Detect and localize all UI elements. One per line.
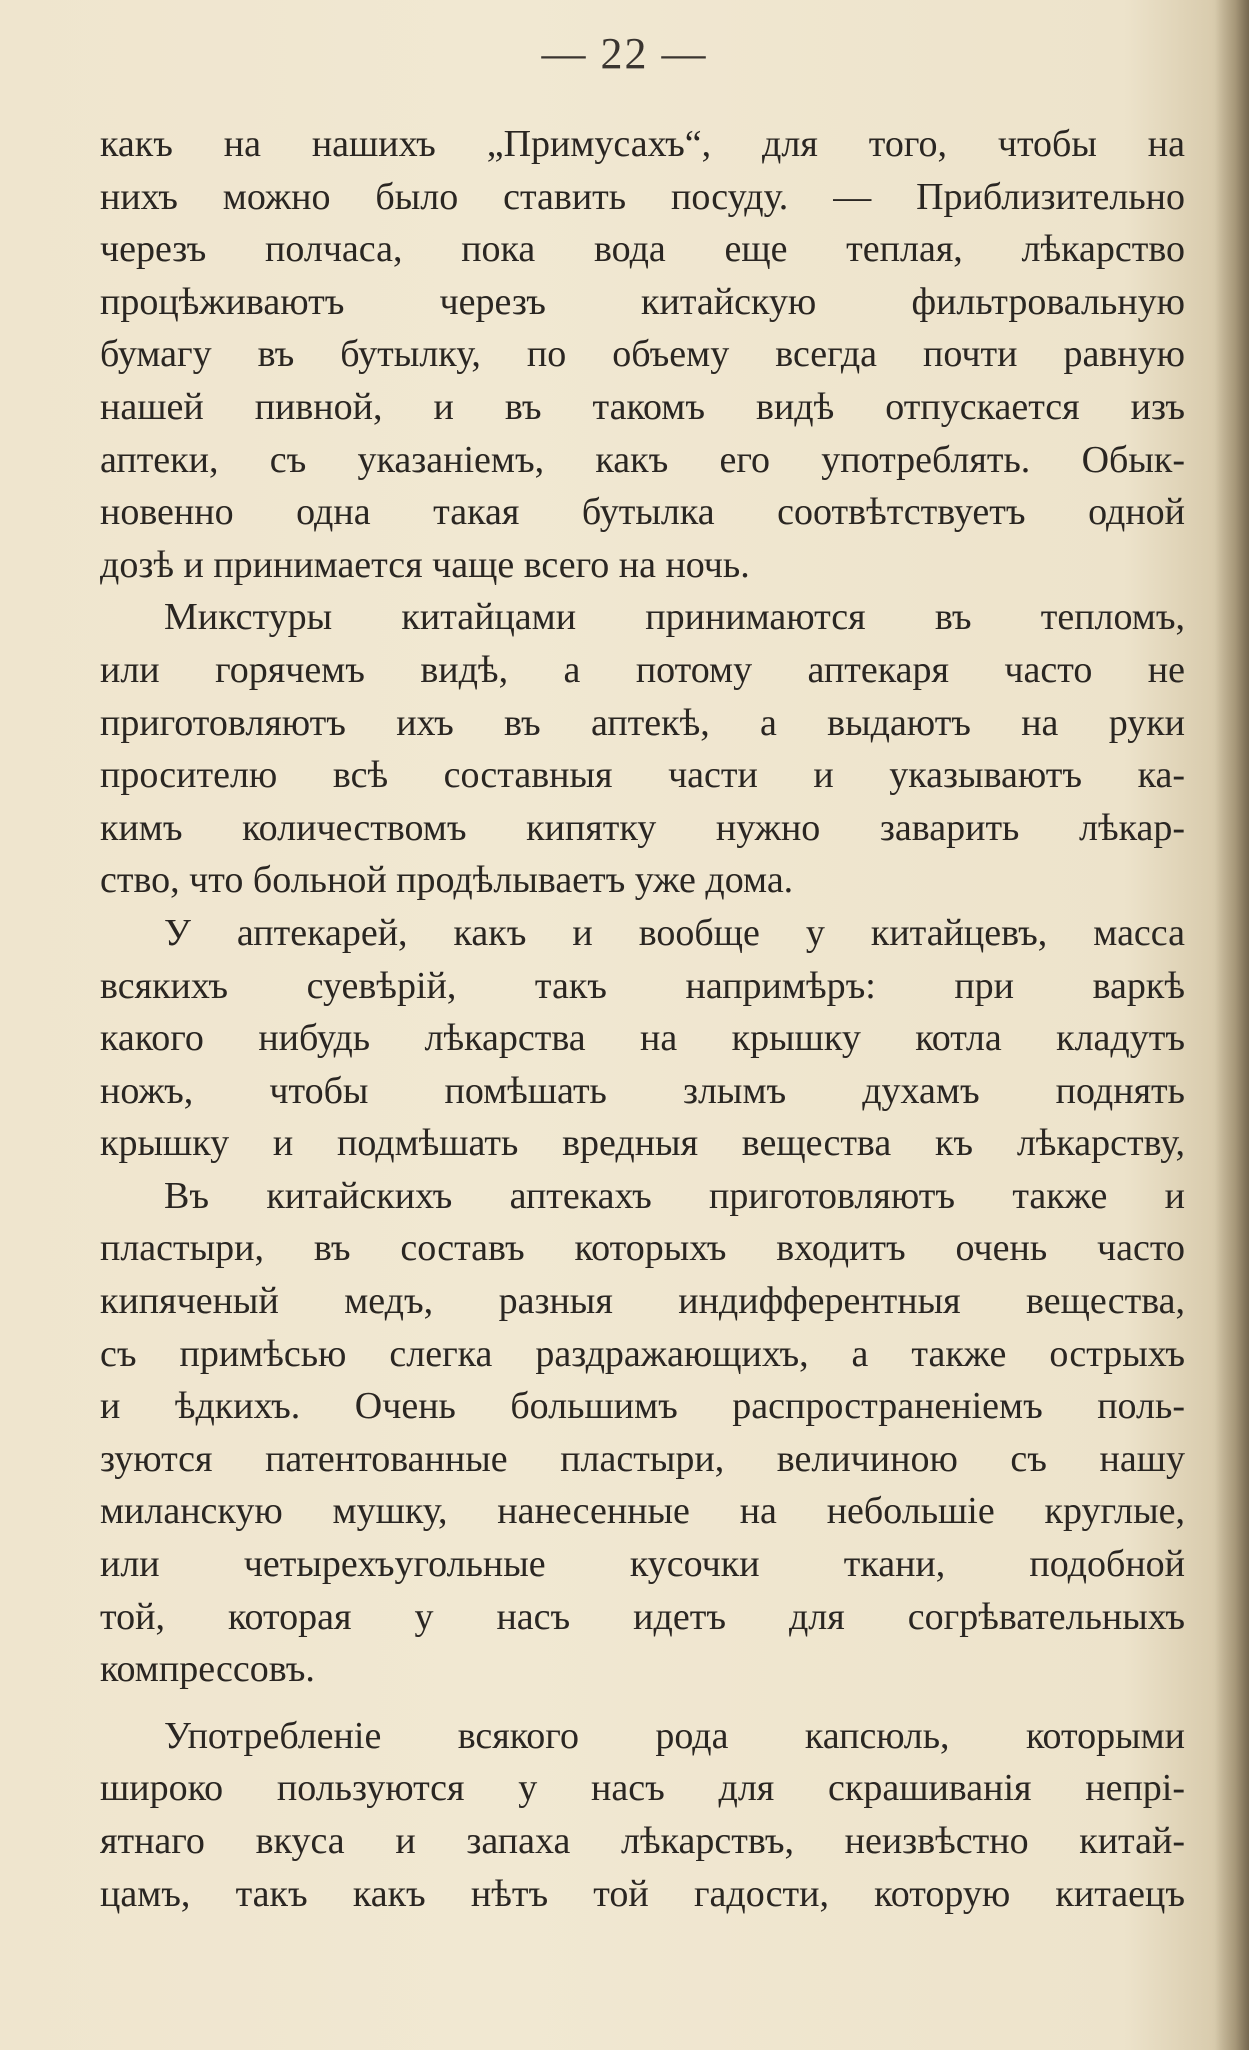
paragraph	[100, 1170, 1185, 1696]
text-line: процѣживаютъ черезъ китайскую фильтровальную	[100, 280, 1185, 323]
paragraph	[100, 1710, 1185, 1920]
text-line: приготовляютъ ихъ въ аптекѣ, а выдаютъ на руки	[100, 701, 1185, 744]
text-line: пластыри, въ составъ которыхъ входитъ очень часто	[100, 1227, 1185, 1270]
text-line: У аптекарей, какъ и вообще у китайцевъ, масса	[164, 911, 1185, 954]
text-line: съ примѣсью слегка раздражающихъ, а также острыхъ	[100, 1332, 1185, 1375]
text-line: Употребленіе всякого рода капсюль, которыми	[164, 1714, 1185, 1757]
paragraph-spacer	[100, 1696, 1185, 1710]
text-line: и ѣдкихъ. Очень большимъ распространеніемъ поль-	[100, 1385, 1185, 1428]
text-line: или четырехъугольные кусочки ткани, подобной	[100, 1543, 1185, 1586]
text-line: нашей пивной, и въ такомъ видѣ отпускается изъ	[100, 385, 1185, 428]
page-edge-shadow	[1215, 0, 1249, 2050]
text-line: аптеки, съ указаніемъ, какъ его употреблять. Обык-	[100, 438, 1185, 481]
text-line: компрессовъ.	[100, 1648, 315, 1691]
body-text	[100, 118, 1185, 1920]
text-line: ножъ, чтобы помѣшать злымъ духамъ поднять	[100, 1069, 1185, 1112]
paragraph	[100, 118, 1185, 591]
text-line: ство, что больной продѣлываетъ уже дома.	[100, 859, 794, 902]
paragraph	[100, 591, 1185, 907]
text-line: зуются патентованные пластыри, величиною съ нашу	[100, 1437, 1185, 1480]
text-line: нихъ можно было ставить посуду. — Приблизительно	[100, 175, 1185, 218]
text-line: черезъ полчаса, пока вода еще теплая, лѣкарство	[100, 228, 1185, 271]
text-line: всякихъ суевѣрій, такъ напримѣръ: при варкѣ	[100, 964, 1185, 1007]
text-line: миланскую мушку, нанесенные на небольшіе круглые,	[100, 1490, 1185, 1533]
text-line: той, которая у насъ идетъ для согрѣвательныхъ	[100, 1595, 1185, 1638]
text-line: ятнаго вкуса и запаха лѣкарствъ, неизвѣстно китай-	[100, 1820, 1185, 1862]
text-line: кипяченый медъ, разныя индифферентныя вещества,	[100, 1280, 1185, 1323]
text-line: крышку и подмѣшать вредныя вещества къ лѣкарству,	[100, 1122, 1185, 1165]
text-line: дозѣ и принимается чаще всего на ночь.	[100, 543, 750, 586]
text-line: какого нибудь лѣкарства на крышку котла кладутъ	[100, 1017, 1185, 1060]
text-line: какъ на нашихъ „Примусахъ“, для того, чтобы на	[100, 123, 1185, 165]
text-line: или горячемъ видѣ, а потому аптекаря часто не	[100, 648, 1185, 691]
text-line: кимъ количествомъ кипятку нужно заварить лѣкар-	[100, 806, 1185, 849]
text-line: Въ китайскихъ аптекахъ приготовляютъ также и	[164, 1174, 1185, 1217]
paragraph	[100, 907, 1185, 1170]
page-number: — 22 —	[541, 29, 708, 78]
text-line: широко пользуются у насъ для скрашиванія непрі-	[100, 1767, 1185, 1810]
text-line: новенно одна такая бутылка соотвѣтствуетъ одной	[100, 491, 1185, 534]
text-line: просителю всѣ составныя части и указываютъ ка-	[100, 754, 1185, 797]
text-line: цамъ, такъ какъ нѣтъ той гадости, которую китаецъ	[100, 1872, 1185, 1915]
text-line: Микстуры китайцами принимаются въ тепломъ,	[164, 596, 1185, 639]
text-line: бумагу въ бутылку, по объему всегда почти равную	[100, 333, 1185, 376]
